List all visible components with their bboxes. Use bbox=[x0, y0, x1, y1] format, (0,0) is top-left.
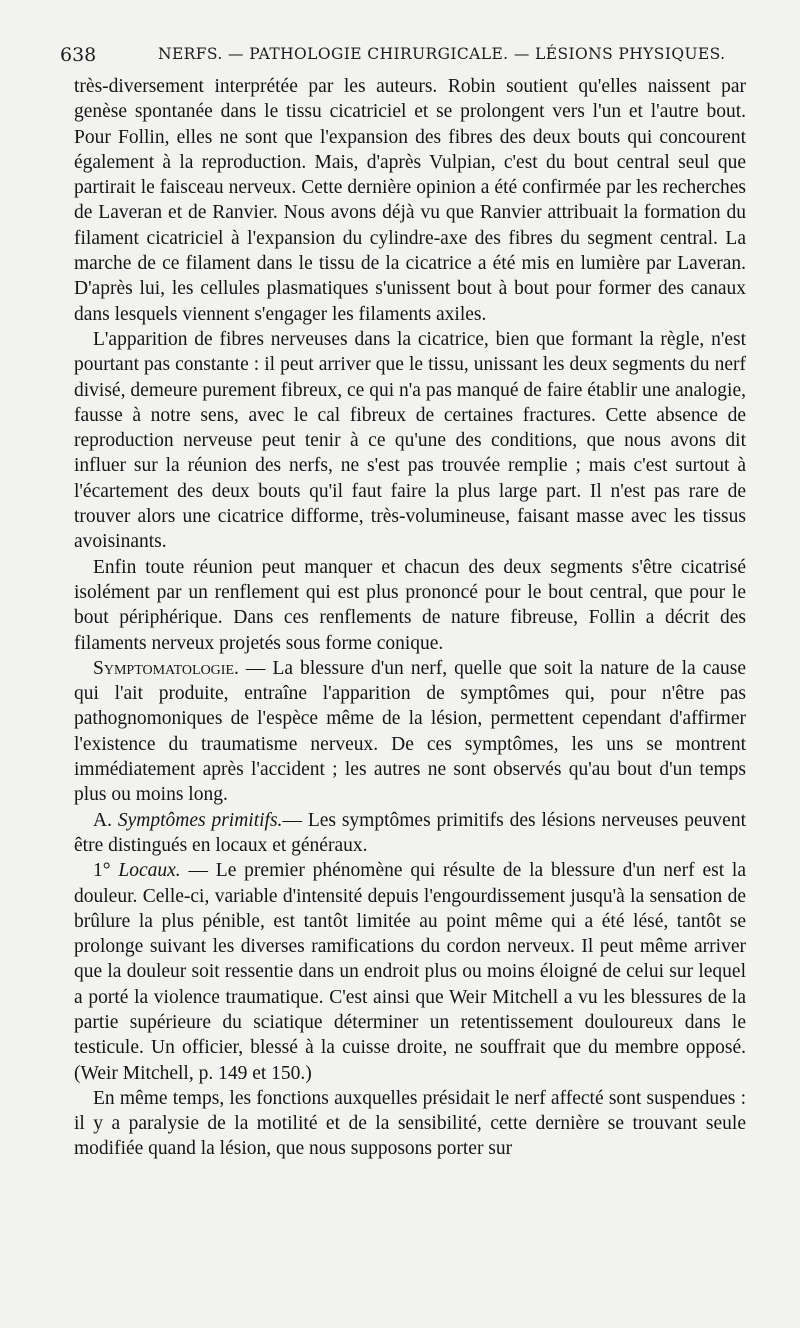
paragraph-3: Enfin toute réunion peut manquer et chacun des deux segments s'être cicatrisé isolément par un renflement qui est plus prononcé pour le bout central, que pour le bout périphérique. Dans ces renflements de nature fibreuse, Follin a décrit des filaments nerveux projetés sous forme conique. bbox=[74, 556, 746, 654]
paragraph-7: En même temps, les fonctions auxquelles présidait le nerf affecté sont suspendues : il y a paralysie de la motilité et de la sensibilité, cette dernière se trouvant seule modifiée quand la lésion, que nous supposons porter sur bbox=[74, 1087, 746, 1160]
section-prefix-1: 1° bbox=[93, 860, 111, 882]
main-text bbox=[74, 74, 746, 1162]
section-heading-symptomes-primitifs: Symptômes primitifs. bbox=[117, 809, 283, 831]
paragraph-symptomatologie bbox=[74, 656, 746, 808]
page-header bbox=[60, 44, 750, 74]
paragraph-symptomatologie-text: — La blessure d'un nerf, quelle que soit la nature de la cause qui l'ait produite, entraîne l'apparition de symptômes qui, pour n'être pas pathognomoniques de l'espèce même de la lésion, permettent cependant d'affirmer l'existence du traumatisme nerveux. De ces symptômes, les uns se montrent immédiatement après l'accident ; les autres ne sont observés qu'au bout d'un temps plus ou moins long. bbox=[74, 657, 746, 806]
section-prefix-a: A. bbox=[93, 809, 112, 831]
page-number: 638 bbox=[60, 44, 97, 66]
paragraph-symptomes-primitifs-text: — Les symptômes primitifs des lésions nerveuses peuvent être distingués en locaux et généraux. bbox=[74, 809, 746, 856]
paragraph-locaux-text: — Le premier phénomène qui résulte de la blessure d'un nerf est la douleur. Celle-ci, variable d'intensité depuis l'engourdissement jusqu'à la sensation de brûlure la plus pénible, est tantôt limitée au point même qui a été lésé, tantôt se prolonge suivant les diverses ramifications du cordon nerveux. Il peut même arriver que la douleur soit ressentie dans un endroit plus ou moins éloigné de celui sur lequel a porté la violence traumatique. C'est ainsi que Weir Mitchell a vu les blessures de la partie supérieure du sciatique déterminer un retentissement douloureux dans le testicule. Un officier, blessé à la cuisse droite, ne souffrait que du membre opposé. (Weir Mitchell, p. 149 et 150.) bbox=[74, 860, 747, 1084]
section-heading-locaux: Locaux. bbox=[118, 860, 181, 882]
running-title: NERFS. — PATHOLOGIE CHIRURGICALE. — LÉSIONS PHYSIQUES. bbox=[158, 45, 726, 63]
paragraph-symptomes-primitifs bbox=[74, 808, 746, 859]
section-heading-symptomatologie: Symptomatologie. bbox=[93, 657, 239, 679]
paragraph-1: très-diversement interprétée par les auteurs. Robin soutient qu'elles naissent par genèse spontanée dans le tissu cicatriciel et se prolongent vers l'un et l'autre bout. Pour Follin, elles ne sont que l'expansion des fibres des deux bouts qui concourent également à la reproduction. Mais, d'après Vulpian, c'est du bout central seul que partirait le faisceau nerveux. Cette dernière opinion a été confirmée par les recherches de Laveran et de Ranvier. Nous avons déjà vu que Ranvier attribuait la formation du filament cicatriciel à l'expansion du cylindre-axe des fibres du segment central. La marche de ce filament dans le tissu de la cicatrice a été mis en lumière par Laveran. D'après lui, les cellules plasmatiques s'unissent bout à bout pour former des canaux dans lesquels viennent s'engager les filaments axiles. bbox=[74, 76, 746, 325]
paragraph-locaux bbox=[74, 858, 746, 1086]
paragraph-2: L'apparition de fibres nerveuses dans la cicatrice, bien que formant la règle, n'est pourtant pas constante : il peut arriver que le tissu, unissant les deux segments du nerf divisé, demeure purement fibreux, ce qui n'a pas manqué de faire établir une analogie, fausse à notre sens, avec le cal fibreux de certaines fractures. Cette absence de reproduction nerveuse peut tenir à ce qu'une des conditions, que nous avons dit influer sur la réunion des nerfs, ne s'est pas trouvée remplie ; mais c'est surtout à l'écartement des deux bouts qu'il faut faire la plus large part. Il n'est pas rare de trouver alors une cicatrice difforme, très-volumineuse, faisant masse avec les tissus avoisinants. bbox=[74, 328, 746, 553]
